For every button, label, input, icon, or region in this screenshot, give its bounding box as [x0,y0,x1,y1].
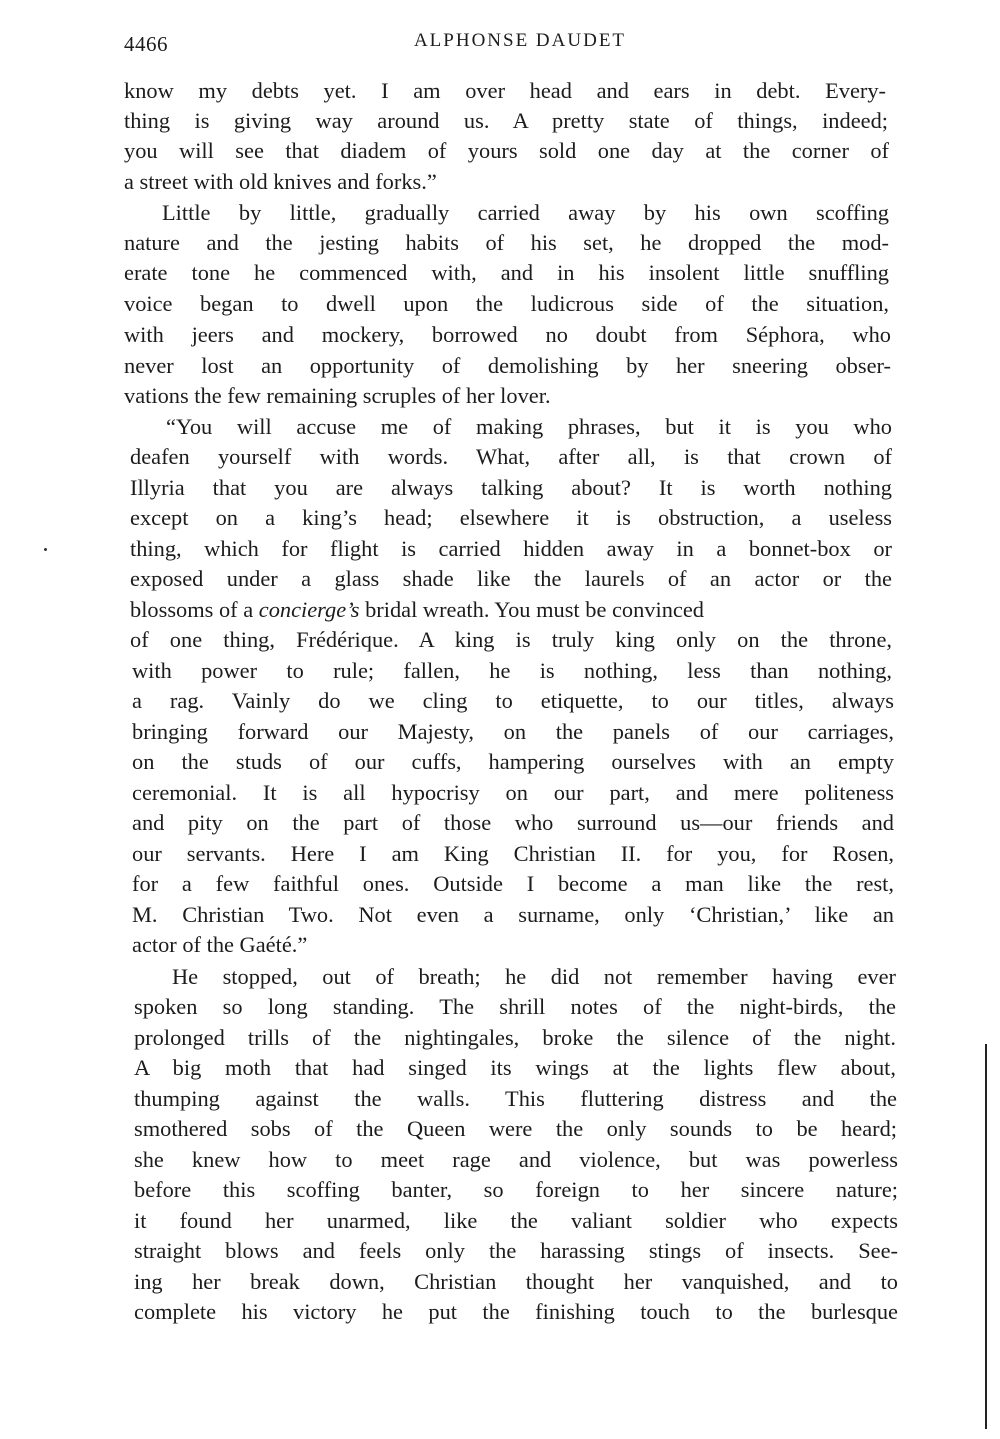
text-line: our servants. Here I am King Christian II. for you, for Rosen, [132,841,894,866]
text-line: on the studs of our cuffs, hampering ourselves with an empty [132,749,894,774]
text-line: nature and the jesting habits of his set, he dropped the mod- [124,230,889,255]
text-line: A big moth that had singed its wings at the lights flew about, [134,1055,896,1080]
page-number: 4466 [124,32,168,56]
text-line: thing, which for flight is carried hidden away in a bonnet-box or [130,536,892,561]
text-line: M. Christian Two. Not even a surname, only ‘Christian,’ like an [132,902,894,927]
text-line: and pity on the part of those who surround us—our friends and [132,810,894,835]
text-line: vations the few remaining scruples of her lover. [124,383,551,408]
text-line: except on a king’s head; elsewhere it is obstruction, a useless [130,505,892,530]
text-line: ceremonial. It is all hypocrisy on our part, and mere politeness [132,780,894,805]
text-line: with power to rule; fallen, he is nothing, less than nothing, [132,658,892,683]
text-line: Little by little, gradually carried away by his own scoffing [162,200,889,225]
text-line: actor of the Gaété.” [132,932,308,957]
text-line: thumping against the walls. This fluttering distress and the [134,1086,897,1111]
text-line: erate tone he commenced with, and in his insolent little snuffling [124,260,889,285]
text-line: smothered sobs of the Queen were the only sounds to be heard; [134,1116,897,1141]
text-line: of one thing, Frédérique. A king is truly king only on the throne, [130,627,892,652]
text-line: for a few faithful ones. Outside I become a man like the rest, [132,871,894,896]
text-line: spoken so long standing. The shrill notes of the night-birds, the [134,994,896,1019]
text-line: before this scoffing banter, so foreign to her sincere nature; [134,1177,898,1202]
text-fragment: blossoms of a [130,597,259,622]
text-line: deafen yourself with words. What, after all, is that crown of [130,444,892,469]
scan-edge-line [985,1044,987,1429]
margin-speck [44,548,47,551]
text-line: voice began to dwell upon the ludicrous side of the situation, [124,291,889,316]
text-line: she knew how to meet rage and violence, but was powerless [134,1147,898,1172]
italic-word: concierge’s [258,597,360,622]
text-line: you will see that diadem of yours sold one day at the corner of [124,138,889,163]
text-line: know my debts yet. I am over head and ears in debt. Every- [124,78,886,103]
text-line: exposed under a glass shade like the laurels of an actor or the [130,566,892,591]
text-line: thing is giving way around us. A pretty state of things, indeed; [124,108,888,133]
text-line: it found her unarmed, like the valiant soldier who expects [134,1208,898,1233]
text-line: “You will accuse me of making phrases, but it is you who [166,414,892,439]
text-line: complete his victory he put the finishing touch to the burlesque [134,1299,898,1324]
text-line: with jeers and mockery, borrowed no doubt from Séphora, who [124,322,891,347]
text-line: a street with old knives and forks.” [124,169,437,194]
text-fragment: bridal wreath. You must be convinced [359,597,704,622]
text-line: never lost an opportunity of demolishing by her sneering obser- [124,353,891,378]
text-line: ing her break down, Christian thought her vanquished, and to [134,1269,898,1294]
text-line: He stopped, out of breath; he did not remember having ever [172,964,896,989]
text-line: a rag. Vainly do we cling to etiquette, to our titles, always [132,688,894,713]
text-line: bringing forward our Majesty, on the panels of our carriages, [132,719,894,744]
running-head: ALPHONSE DAUDET [413,30,627,51]
text-line [130,595,892,625]
text-line: prolonged trills of the nightingales, broke the silence of the night. [134,1025,896,1050]
text-line: Illyria that you are always talking about? It is worth nothing [130,475,892,500]
text-line: straight blows and feels only the harassing stings of insects. See- [134,1238,898,1263]
